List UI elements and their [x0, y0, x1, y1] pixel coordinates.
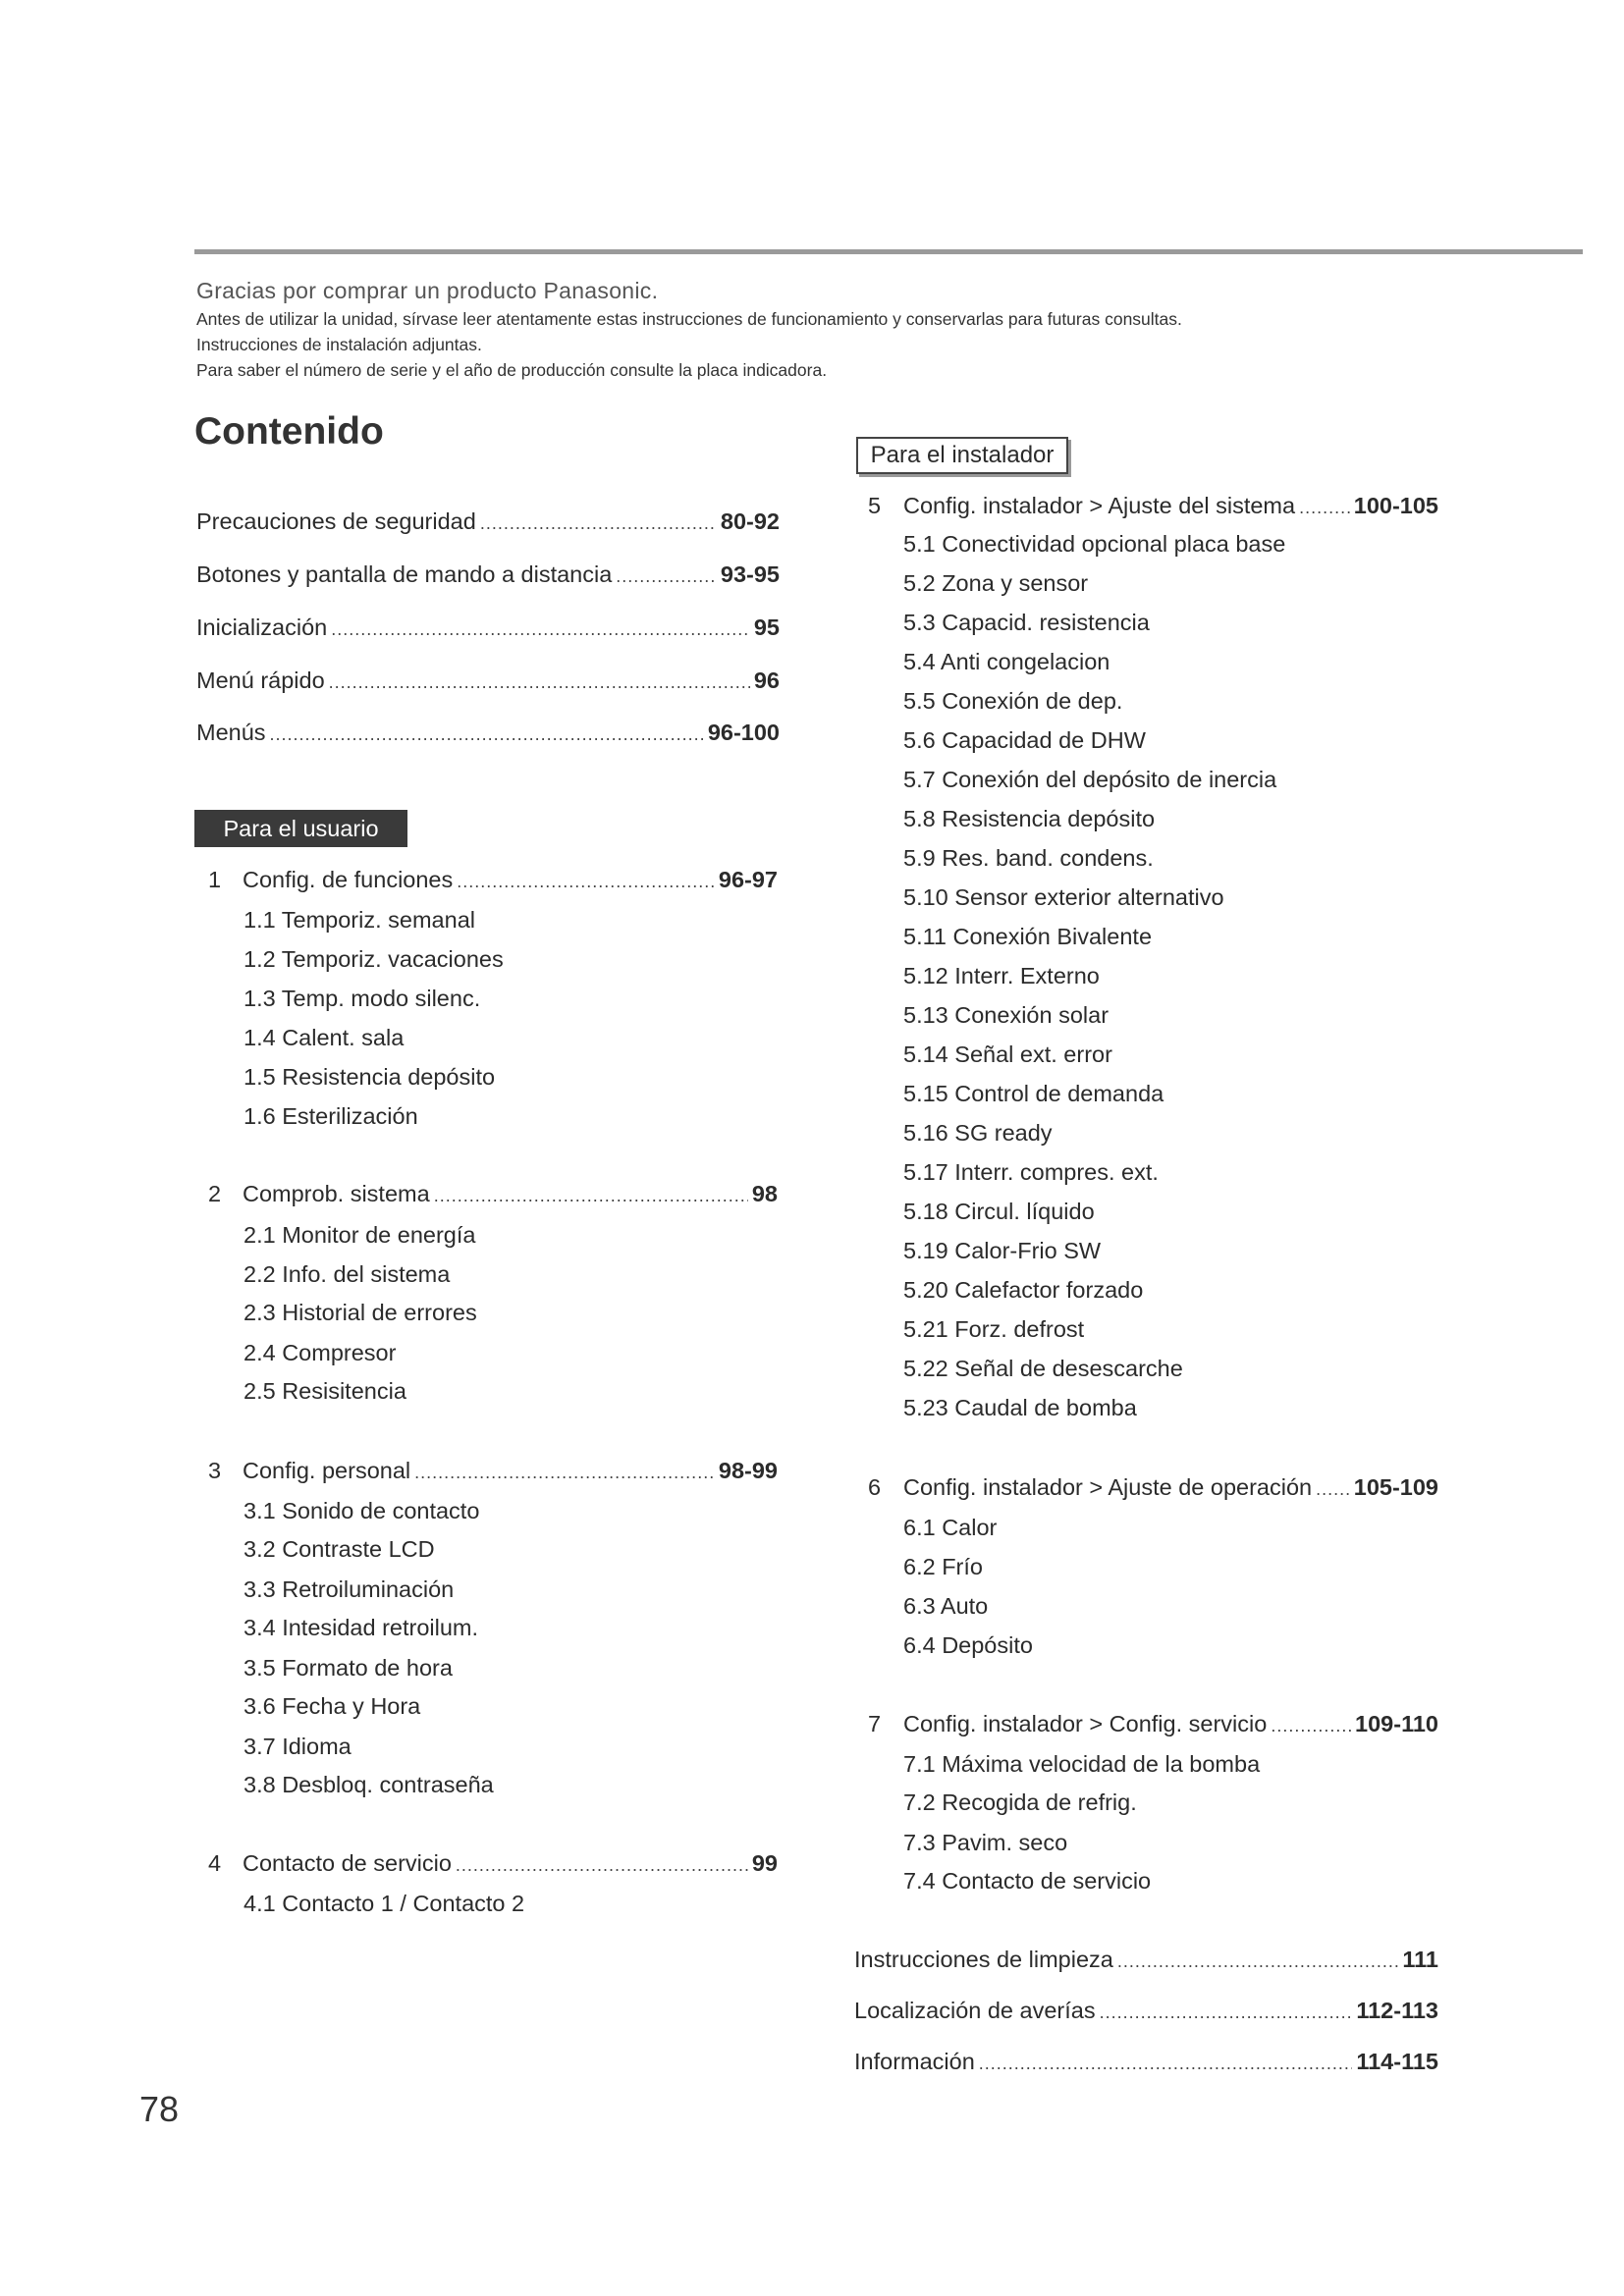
- section-number: 6: [868, 1474, 882, 1500]
- toc-subitem[interactable]: 5.5 Conexión de dep.: [903, 688, 1123, 714]
- toc-entry-label: Menú rápido: [196, 667, 325, 693]
- toc-subitem[interactable]: 3.2 Contraste LCD: [244, 1536, 435, 1562]
- toc-entry-label: Información: [854, 2049, 975, 2074]
- intro-title: Gracias por comprar un producto Panasonic.: [196, 278, 659, 303]
- toc-subitem[interactable]: 5.6 Capacidad de DHW: [903, 727, 1146, 753]
- toc-entry-page: 96-97: [718, 867, 778, 892]
- toc-entry-label: Instrucciones de limpieza: [854, 1947, 1113, 1972]
- toc-entry-label: Config. instalador > Ajuste de operación: [903, 1474, 1313, 1500]
- toc-entry[interactable]: [903, 493, 1438, 519]
- toc-subitem[interactable]: 1.4 Calent. sala: [244, 1025, 405, 1050]
- leader-dots: [434, 1186, 748, 1206]
- toc-subitem[interactable]: 5.17 Interr. compres. ext.: [903, 1159, 1159, 1185]
- toc-subitem[interactable]: 5.22 Señal de desescarche: [903, 1356, 1183, 1381]
- intro-line: Antes de utilizar la unidad, sírvase leer atentamente estas instrucciones de funcionamiento y conservarlas para futuras consultas.: [196, 309, 1182, 329]
- toc-entry[interactable]: [196, 667, 780, 694]
- toc-subitem[interactable]: 3.4 Intesidad retroilum.: [244, 1615, 479, 1640]
- toc-entry-page: 93-95: [720, 561, 780, 587]
- toc-subitem[interactable]: 5.18 Circul. líquido: [903, 1199, 1095, 1224]
- toc-subitem[interactable]: 1.6 Esterilización: [244, 1103, 418, 1129]
- toc-entry[interactable]: [243, 1850, 778, 1877]
- toc-entry-label: Contacto de servicio: [243, 1850, 452, 1876]
- leader-dots: [1299, 498, 1350, 518]
- toc-entry-page: 105-109: [1353, 1474, 1438, 1500]
- toc-entry[interactable]: [854, 1947, 1438, 1973]
- toc-subitem[interactable]: 7.1 Máxima velocidad de la bomba: [903, 1751, 1261, 1777]
- leader-dots: [1271, 1716, 1351, 1736]
- toc-subitem[interactable]: 5.7 Conexión del depósito de inercia: [903, 767, 1277, 792]
- section-number: 5: [868, 493, 882, 518]
- leader-dots: [616, 566, 717, 587]
- toc-subitem[interactable]: 2.4 Compresor: [244, 1340, 397, 1365]
- toc-subitem[interactable]: 3.8 Desbloq. contraseña: [244, 1772, 494, 1797]
- toc-subitem[interactable]: 6.4 Depósito: [903, 1632, 1033, 1658]
- leader-dots: [1117, 1951, 1399, 1972]
- toc-subitem[interactable]: 3.3 Retroiluminación: [244, 1576, 455, 1602]
- toc-subitem[interactable]: 5.19 Calor-Frio SW: [903, 1238, 1102, 1263]
- toc-entry-page: 80-92: [720, 508, 780, 534]
- toc-entry-label: Menús: [196, 720, 266, 745]
- toc-entry-label: Localización de averías: [854, 1998, 1096, 2023]
- toc-subitem[interactable]: 1.2 Temporiz. vacaciones: [244, 946, 504, 972]
- toc-subitem[interactable]: 2.5 Resisitencia: [244, 1378, 406, 1404]
- toc-subitem[interactable]: 6.1 Calor: [903, 1515, 998, 1540]
- toc-subitem[interactable]: 6.2 Frío: [903, 1554, 983, 1579]
- toc-entry[interactable]: [854, 2049, 1438, 2075]
- toc-entry-label: Comprob. sistema: [243, 1181, 430, 1206]
- toc-subitem[interactable]: 5.15 Control de demanda: [903, 1081, 1164, 1106]
- toc-entry-page: 112-113: [1356, 1998, 1438, 2023]
- toc-subitem[interactable]: 5.3 Capacid. resistencia: [903, 610, 1150, 635]
- toc-entry[interactable]: [243, 1458, 778, 1484]
- intro-line: Para saber el número de serie y el año de producción consulte la placa indicadora.: [196, 360, 828, 380]
- toc-entry[interactable]: [243, 867, 778, 893]
- page-number: 78: [139, 2089, 180, 2129]
- toc-entry-label: Botones y pantalla de mando a distancia: [196, 561, 613, 587]
- section-number: 1: [208, 867, 222, 892]
- leader-dots: [329, 672, 750, 693]
- toc-subitem[interactable]: 5.13 Conexión solar: [903, 1002, 1110, 1028]
- section-number: 4: [208, 1850, 222, 1876]
- toc-entry-label: Inicialización: [196, 614, 328, 640]
- top-rule: [194, 249, 1583, 254]
- toc-entry[interactable]: [243, 1181, 778, 1207]
- toc-subitem[interactable]: 2.3 Historial de errores: [244, 1300, 477, 1325]
- toc-subitem[interactable]: 5.20 Calefactor forzado: [903, 1277, 1144, 1303]
- toc-subitem[interactable]: 5.23 Caudal de bomba: [903, 1395, 1137, 1420]
- toc-entry-page: 95: [753, 614, 780, 640]
- toc-subitem[interactable]: 5.4 Anti congelacion: [903, 649, 1110, 674]
- toc-subitem[interactable]: 3.1 Sonido de contacto: [244, 1498, 480, 1523]
- toc-subitem[interactable]: 2.2 Info. del sistema: [244, 1261, 451, 1287]
- section-number: 2: [208, 1181, 222, 1206]
- toc-subitem[interactable]: 5.8 Resistencia depósito: [903, 806, 1156, 831]
- section-number: 7: [868, 1711, 882, 1736]
- toc-entry-label: Config. personal: [243, 1458, 411, 1483]
- toc-entry-page: 99: [751, 1850, 778, 1876]
- toc-entry-page: 109-110: [1355, 1711, 1438, 1736]
- toc-subitem[interactable]: 5.11 Conexión Bivalente: [903, 924, 1153, 949]
- toc-entry-page: 96-100: [707, 720, 780, 745]
- toc-entry-label: Config. de funciones: [243, 867, 454, 892]
- toc-subitem[interactable]: 7.2 Recogida de refrig.: [903, 1789, 1137, 1815]
- toc-entry-page: 100-105: [1353, 493, 1438, 518]
- toc-subitem[interactable]: 4.1 Contacto 1 / Contacto 2: [244, 1891, 525, 1916]
- toc-entry-page: 98: [751, 1181, 778, 1206]
- toc-subitem[interactable]: 3.7 Idioma: [244, 1734, 352, 1759]
- toc-entry[interactable]: [196, 720, 780, 746]
- toc-entry-label: Config. instalador > Config. servicio: [903, 1711, 1268, 1736]
- toc-subitem[interactable]: 5.10 Sensor exterior alternativo: [903, 884, 1224, 910]
- toc-subitem[interactable]: 7.4 Contacto de servicio: [903, 1868, 1152, 1894]
- toc-entry[interactable]: [196, 508, 780, 535]
- toc-entry[interactable]: [196, 561, 780, 588]
- section-number: 3: [208, 1458, 222, 1483]
- leader-dots: [331, 619, 750, 640]
- intro-line: Instrucciones de instalación adjuntas.: [196, 335, 482, 354]
- toc-subitem[interactable]: 1.3 Temp. modo silenc.: [244, 986, 481, 1011]
- toc-subitem[interactable]: 1.1 Temporiz. semanal: [244, 907, 475, 933]
- toc-subitem[interactable]: 3.6 Fecha y Hora: [244, 1693, 421, 1719]
- toc-subitem[interactable]: 5.12 Interr. Externo: [903, 963, 1100, 988]
- intro-block: [196, 275, 1571, 383]
- leader-dots: [979, 2054, 1353, 2074]
- section-tag-user: Para el usuario: [194, 810, 407, 847]
- leader-dots: [1316, 1479, 1350, 1500]
- toc-subitem[interactable]: 3.5 Formato de hora: [244, 1655, 453, 1681]
- leader-dots: [456, 1855, 748, 1876]
- leader-dots: [480, 513, 717, 534]
- toc-entry[interactable]: [196, 614, 780, 641]
- toc-subitem[interactable]: 5.1 Conectividad opcional placa base: [903, 531, 1286, 557]
- section-tag-installer: Para el instalador: [856, 437, 1068, 474]
- toc-entry-page: 96: [753, 667, 780, 693]
- toc-subitem[interactable]: 6.3 Auto: [903, 1593, 989, 1619]
- toc-entry[interactable]: [854, 1998, 1438, 2024]
- toc-entry-page: 111: [1402, 1947, 1438, 1972]
- toc-subitem[interactable]: 2.1 Monitor de energía: [244, 1222, 476, 1248]
- toc-entry-page: 98-99: [718, 1458, 778, 1483]
- leader-dots: [270, 724, 704, 745]
- toc-subitem[interactable]: 5.21 Forz. defrost: [903, 1316, 1085, 1342]
- leader-dots: [457, 872, 715, 892]
- toc-subitem[interactable]: 5.2 Zona y sensor: [903, 570, 1089, 596]
- toc-subitem[interactable]: 5.16 SG ready: [903, 1120, 1053, 1146]
- toc-entry-label: Config. instalador > Ajuste del sistema: [903, 493, 1296, 518]
- toc-entry-page: 114-115: [1356, 2049, 1438, 2074]
- toc-entry[interactable]: [903, 1474, 1438, 1501]
- toc-subitem[interactable]: 1.5 Resistencia depósito: [244, 1064, 496, 1090]
- toc-subitem[interactable]: 7.3 Pavim. seco: [903, 1830, 1068, 1855]
- toc-entry[interactable]: [903, 1711, 1438, 1737]
- page-title: Contenido: [194, 410, 384, 453]
- toc-subitem[interactable]: 5.14 Señal ext. error: [903, 1041, 1112, 1067]
- toc-subitem[interactable]: 5.9 Res. band. condens.: [903, 845, 1154, 871]
- leader-dots: [414, 1463, 715, 1483]
- leader-dots: [1100, 2002, 1353, 2023]
- toc-entry-label: Precauciones de seguridad: [196, 508, 476, 534]
